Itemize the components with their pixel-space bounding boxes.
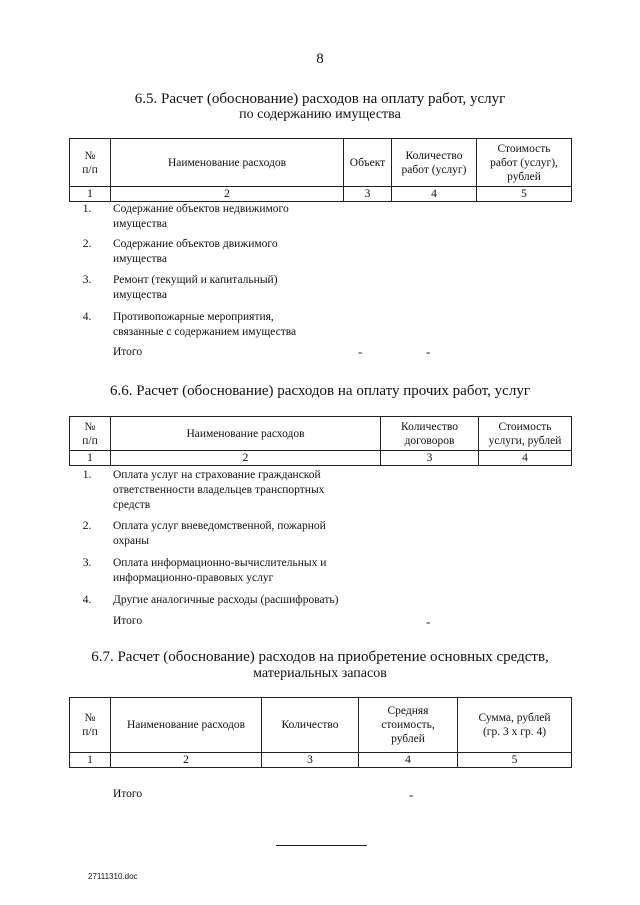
header-cell: Количество договоров <box>381 417 479 451</box>
row-text: Ремонт (текущий и капитальный) имущества <box>113 274 278 301</box>
section-6-7-table-header <box>69 697 572 768</box>
header-cell: Наименование расходов <box>111 417 381 451</box>
section-6-7-title: 6.7. Расчет (обоснование) расходов на приобретение основных средств, <box>91 649 549 665</box>
header-cell: Стоимость услуги, рублей <box>479 417 572 451</box>
section-6-5-title: 6.5. Расчет (обоснование) расходов на оплату работ, услуг <box>134 91 506 107</box>
total-label: Итого <box>113 346 143 358</box>
row-number: 3. <box>82 274 92 286</box>
column-number: 4 <box>359 753 458 768</box>
section-6-6-title: 6.6. Расчет (обоснование) расходов на оплату прочих работ, услуг <box>110 383 530 399</box>
section-6-7-subtitle: материальных запасов <box>253 666 387 681</box>
row-text: Оплата услуг на страхование гражданской ответственности владельцев транспортных средств <box>113 469 325 511</box>
header-cell: № п/п <box>70 417 111 451</box>
row-number: 2. <box>82 238 92 250</box>
header-cell: Средняя стоимость, рублей <box>359 698 458 753</box>
page-number: 8 <box>316 51 324 67</box>
column-number: 1 <box>70 451 111 466</box>
column-number: 2 <box>111 187 344 202</box>
row-text: Оплата информационно-вычислительных и информационно-правовых услуг <box>113 557 327 584</box>
closing-rule <box>276 845 367 846</box>
row-text: Противопожарные мероприятия, связанные с содержанием имущества <box>113 311 297 338</box>
row-number: 4. <box>82 594 92 606</box>
column-number: 2 <box>111 753 262 768</box>
total-dash: - <box>426 344 431 359</box>
column-number: 3 <box>262 753 359 768</box>
total-dash: - <box>426 614 431 629</box>
header-cell: Количество работ (услуг) <box>392 139 477 187</box>
row-number: 3. <box>82 557 92 569</box>
column-number: 1 <box>70 753 111 768</box>
row-number: 2. <box>82 520 92 532</box>
row-number: 4. <box>82 311 92 323</box>
header-cell: № п/п <box>70 139 111 187</box>
column-number: 5 <box>477 187 572 202</box>
header-cell: Сумма, рублей (гр. 3 х гр. 4) <box>458 698 572 753</box>
total-label: Итого <box>113 615 143 627</box>
total-dash: - <box>409 787 414 802</box>
header-cell: Наименование расходов <box>111 139 344 187</box>
row-number: 1. <box>82 469 92 481</box>
row-number: 1. <box>82 203 92 215</box>
row-text: Оплата услуг вневедомственной, пожарной охраны <box>113 520 326 547</box>
total-label: Итого <box>113 788 143 800</box>
file-name-footer: 27111310.doc <box>88 872 138 881</box>
section-6-5-table-header <box>69 138 572 202</box>
row-text: Содержание объектов движимого имущества <box>113 238 278 265</box>
column-number: 3 <box>344 187 392 202</box>
column-number: 4 <box>392 187 477 202</box>
total-dash: - <box>358 344 363 359</box>
section-6-5-subtitle: по содержанию имущества <box>239 107 401 122</box>
section-6-6-table-header <box>69 416 572 466</box>
header-cell: № п/п <box>70 698 111 753</box>
row-text: Другие аналогичные расходы (расшифровать) <box>113 594 339 606</box>
header-cell: Наименование расходов <box>111 698 262 753</box>
column-number: 3 <box>381 451 479 466</box>
column-number: 5 <box>458 753 572 768</box>
column-number: 1 <box>70 187 111 202</box>
row-text: Содержание объектов недвижимого имущества <box>113 203 289 230</box>
column-number: 4 <box>479 451 572 466</box>
header-cell: Объект <box>344 139 392 187</box>
column-number: 2 <box>111 451 381 466</box>
header-cell: Стоимость работ (услуг), рублей <box>477 139 572 187</box>
header-cell: Количество <box>262 698 359 753</box>
